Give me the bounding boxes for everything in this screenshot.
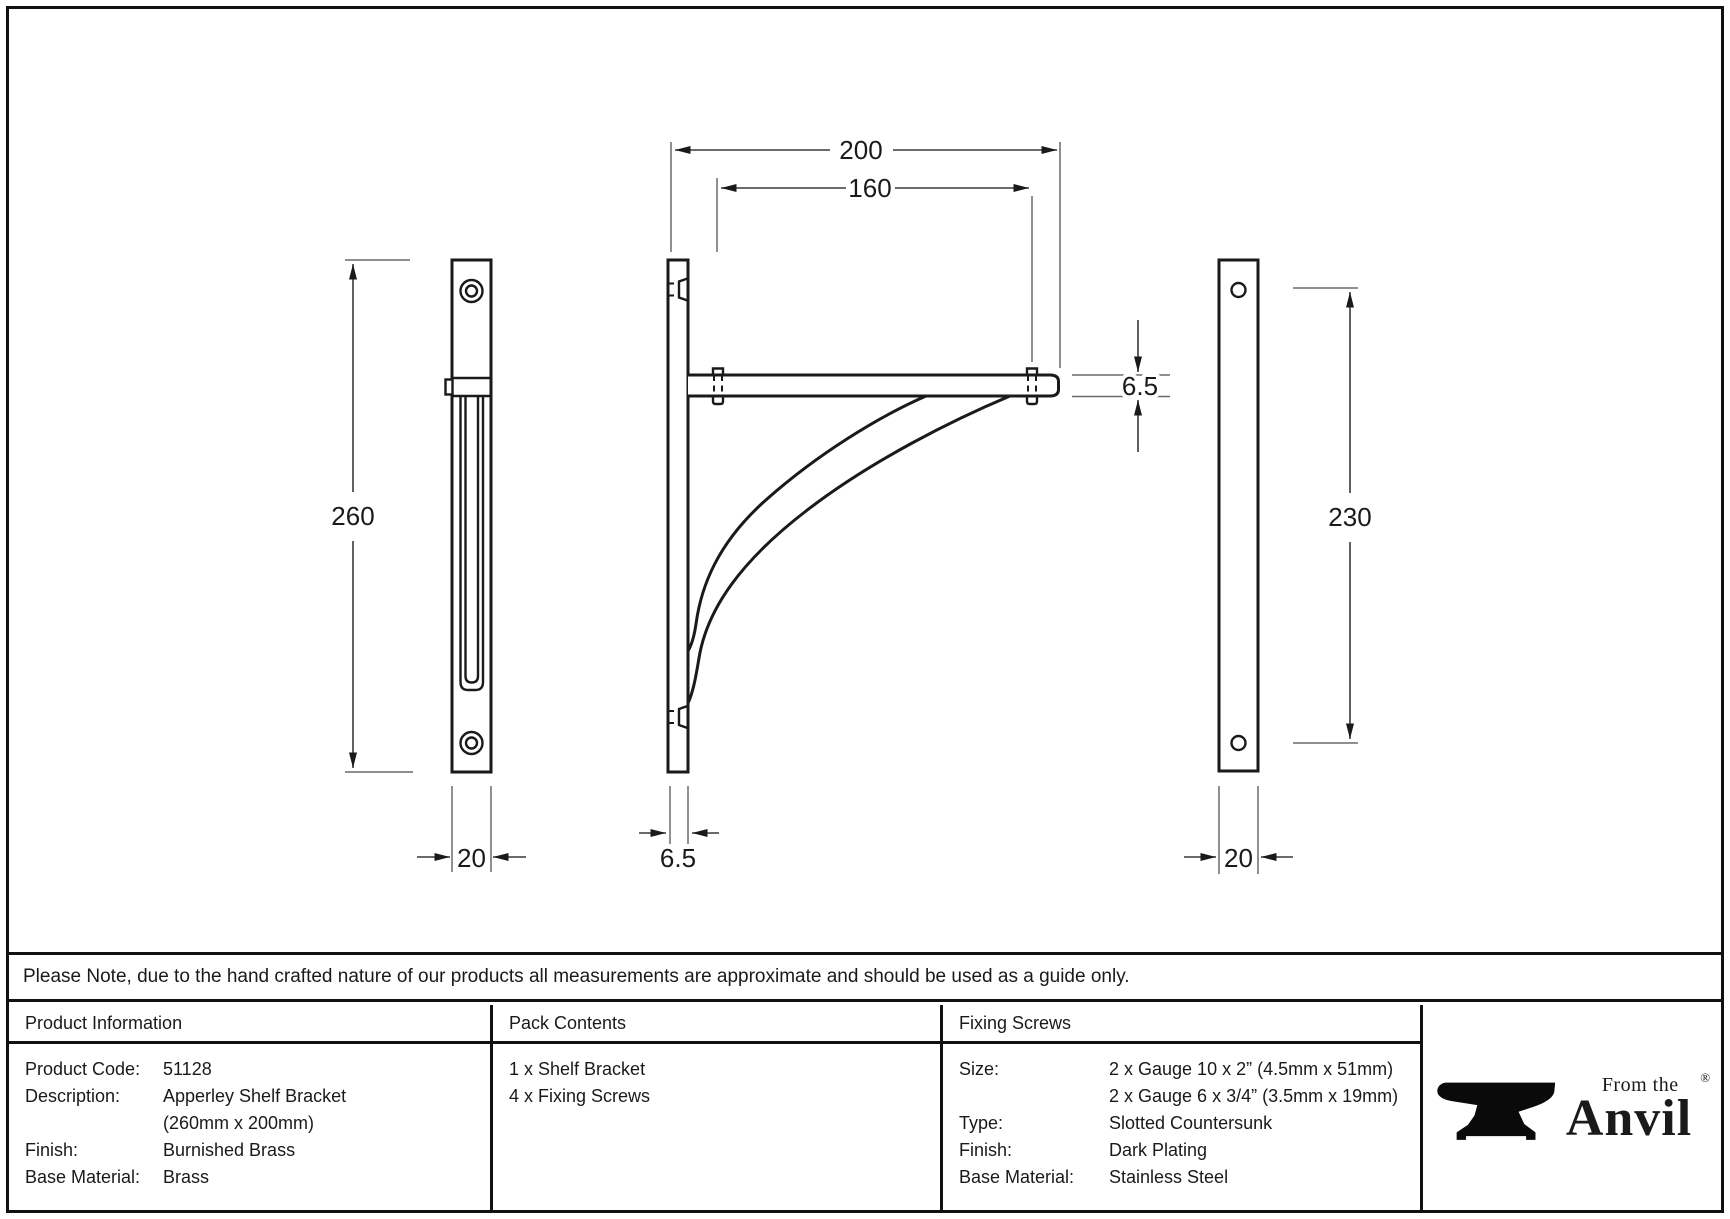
row-value: Stainless Steel bbox=[1109, 1167, 1229, 1187]
table-row bbox=[25, 1110, 490, 1137]
table-row bbox=[25, 1056, 490, 1083]
table-row bbox=[25, 1137, 490, 1164]
row-label: Description: bbox=[25, 1086, 121, 1106]
row-label: Size: bbox=[959, 1059, 1000, 1079]
edge-view-wall-plate bbox=[1219, 260, 1258, 771]
brand-logo-cell bbox=[1423, 1005, 1721, 1210]
row-value: Apperley Shelf Bracket bbox=[163, 1086, 347, 1106]
dim-label-200: 200 bbox=[839, 135, 883, 165]
anvil-icon bbox=[1436, 1070, 1558, 1146]
row-label bbox=[959, 1083, 1109, 1110]
logo-tagline: From the bbox=[1601, 1073, 1679, 1096]
dim-left-height bbox=[331, 260, 413, 772]
dim-right-width bbox=[1184, 786, 1293, 874]
dim-label-230: 230 bbox=[1328, 502, 1372, 532]
row-value: 2 x Gauge 10 x 2” (4.5mm x 51mm) bbox=[1109, 1059, 1394, 1079]
dim-right-height bbox=[1293, 288, 1372, 743]
fixing-screws-header: Fixing Screws bbox=[943, 1005, 1423, 1044]
dim-label-20-left: 20 bbox=[457, 843, 486, 873]
row-value: Brass bbox=[163, 1167, 210, 1187]
row-label: Base Material: bbox=[959, 1167, 1075, 1187]
pack-item: 1 x Shelf Bracket bbox=[509, 1059, 646, 1079]
logo-brand-name: Anvil bbox=[1565, 1089, 1693, 1147]
row-label: Product Code: bbox=[25, 1059, 141, 1079]
product-spec-table bbox=[9, 1005, 1721, 1210]
side-view-bracket bbox=[668, 260, 1059, 772]
row-label: Type: bbox=[959, 1113, 1004, 1133]
row-value: Slotted Countersunk bbox=[1109, 1113, 1273, 1133]
dim-top-width bbox=[671, 135, 1060, 368]
logo-text bbox=[1565, 1069, 1711, 1147]
table-row bbox=[25, 1164, 490, 1191]
row-label: Finish: bbox=[25, 1140, 79, 1160]
registered-trademark-symbol: ® bbox=[1700, 1069, 1711, 1085]
row-value: (260mm x 200mm) bbox=[163, 1113, 315, 1133]
dim-label-6-5-arm: 6.5 bbox=[1121, 371, 1159, 401]
dim-plate-thickness bbox=[639, 786, 719, 873]
row-value: Burnished Brass bbox=[163, 1140, 296, 1160]
dim-label-6-5-plate: 6.5 bbox=[659, 843, 697, 873]
dim-left-width bbox=[417, 786, 526, 873]
table-row bbox=[25, 1083, 490, 1110]
table-row bbox=[959, 1137, 1420, 1164]
dim-label-160: 160 bbox=[848, 173, 892, 203]
row-label: Finish: bbox=[959, 1140, 1013, 1160]
from-the-anvil-logo bbox=[1436, 1069, 1711, 1147]
front-view-wall-plate bbox=[446, 260, 492, 772]
table-row bbox=[959, 1083, 1420, 1110]
row-label: Base Material: bbox=[25, 1167, 141, 1187]
dim-inner-width bbox=[717, 173, 1032, 362]
note-text: Please Note, due to the hand crafted nature of our products all measurements are approximate and should be used as a guide only. bbox=[23, 966, 1130, 987]
measurement-disclaimer-note bbox=[9, 952, 1721, 1002]
fixing-screws-cell bbox=[943, 1044, 1423, 1210]
row-value: 2 x Gauge 6 x 3/4” (3.5mm x 19mm) bbox=[1109, 1086, 1399, 1106]
product-information-cell bbox=[9, 1044, 493, 1210]
dim-arm-thickness bbox=[1072, 320, 1170, 452]
pack-item: 4 x Fixing Screws bbox=[509, 1086, 651, 1106]
dim-label-260: 260 bbox=[331, 501, 375, 531]
table-row bbox=[959, 1110, 1420, 1137]
pack-contents-cell bbox=[493, 1044, 943, 1210]
row-label bbox=[25, 1110, 163, 1137]
dim-label-20-right: 20 bbox=[1224, 843, 1253, 873]
table-row bbox=[959, 1056, 1420, 1083]
table-row bbox=[959, 1164, 1420, 1191]
row-value: 51128 bbox=[163, 1059, 212, 1079]
pack-contents-header: Pack Contents bbox=[493, 1005, 943, 1044]
product-information-header: Product Information bbox=[9, 1005, 493, 1044]
row-value: Dark Plating bbox=[1109, 1140, 1208, 1160]
